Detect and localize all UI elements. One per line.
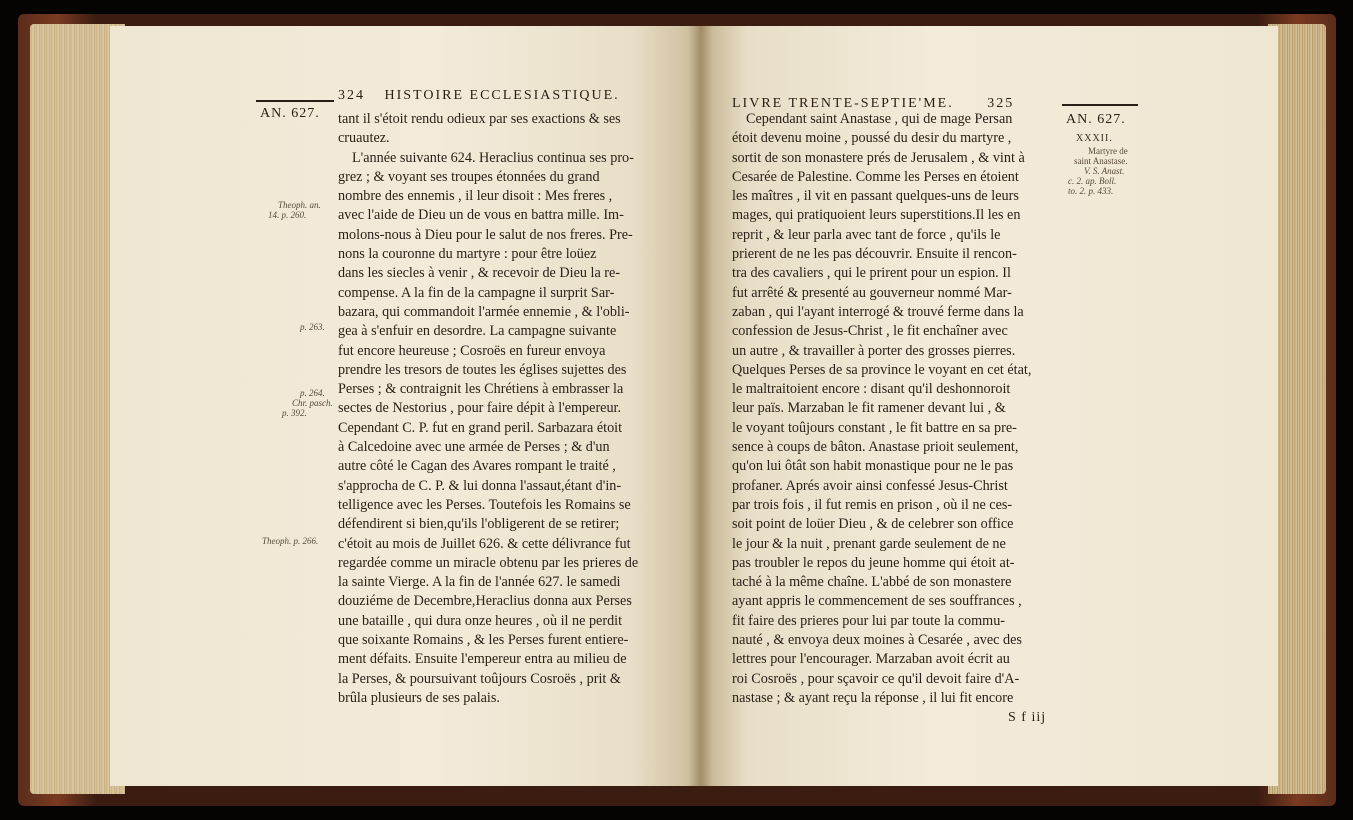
text-line: qu'on lui ôtât son habit monastique pour ne le pas (732, 458, 1014, 475)
margin-note: p. 264. (300, 388, 325, 398)
text-line: soit point de loüer Dieu , & de celebrer son office (732, 516, 1014, 533)
text-line: défendirent si bien,qu'ils l'obligerent de se retirer; (338, 516, 620, 533)
text-line: gea à s'enfuir en desordre. La campagne suivante (338, 323, 617, 340)
text-line: leur païs. Marzaban le fit ramener devant lui , & (732, 400, 1006, 417)
text-line: sence à coups de bâton. Anastase prioit seulement, (732, 439, 1019, 456)
text-line: un autre , & travailler à porter des grosses pierres. (732, 342, 1016, 359)
signature-mark: S f iij (1008, 710, 1047, 725)
text-line: à Calcedoine avec une armée de Perses ; & d'un (338, 439, 610, 456)
left-running-head (338, 88, 620, 104)
text-line: nauté , & envoya deux moines à Cesarée , avec des (732, 632, 1022, 649)
text-line: confession de Jesus-Christ , le fit enchaîner avec (732, 323, 1008, 340)
text-line: les maîtres , il vit en passant quelques-uns de leurs (732, 188, 1019, 205)
text-line: sectes de Nestorius , pour faire dépit à l'empereur. (338, 400, 622, 417)
text-line: une bataille , qui dura onze heures , où il ne perdit (338, 612, 623, 629)
right-page-number: 325 (987, 96, 1015, 111)
text-line: taché à la même chaîne. L'abbé de son monastere (732, 574, 1012, 591)
right-margin-chapter: XXXII. (1076, 133, 1113, 144)
text-line: Cependant saint Anastase , qui de mage Persan (746, 111, 1013, 127)
text-line: ayant appris le commencement de ses souffrances , (732, 593, 1022, 610)
text-line: la Perses, & poursuivant toûjours Cosroës , prit & (338, 670, 621, 687)
margin-note: saint Anastase. (1074, 156, 1128, 166)
left-margin-rule (256, 100, 334, 102)
text-line: Cesarée de Palestine. Comme les Perses en étoient (732, 168, 1019, 185)
text-line: nombre des ennemis , il leur disoit : Mes freres , (338, 188, 613, 205)
right-margin-year: AN. 627. (1066, 112, 1126, 127)
right-margin-rule (1062, 104, 1138, 106)
left-body-text (338, 110, 668, 708)
text-line: que soixante Romains , & les Perses furent entiere- (338, 632, 629, 649)
margin-note: Martyre de (1088, 146, 1128, 156)
text-line: brûla plusieurs de ses palais. (338, 689, 500, 706)
text-line: le jour & la nuit , prenant garde seulement de ne (732, 535, 1006, 552)
text-line: dans les siecles à venir , & recevoir de Dieu la re- (338, 265, 621, 282)
text-line: grez ; & voyant ses troupes étonnées du grand (338, 168, 600, 185)
text-line: Quelques Perses de sa province le voyant en cet état, (732, 361, 1032, 378)
text-line: molons-nous à Dieu pour le salut de nos freres. Pre- (338, 226, 633, 243)
text-line: étoit devenu moine , poussé du desir du martyre , (732, 130, 1012, 147)
text-line: tant il s'étoit rendu odieux par ses exactions & ses (338, 111, 621, 127)
text-line: telligence avec les Perses. Toutefois les Romains se (338, 496, 631, 513)
left-margin-year: AN. 627. (260, 106, 320, 121)
text-line: douziéme de Decembre,Heraclius donna aux Perses (338, 593, 632, 610)
text-line: s'approcha de C. P. & lui donna l'assaut,étant d'in- (338, 477, 622, 494)
text-line: mages, qui pratiquoient leurs superstitions.Il les en (732, 207, 1021, 224)
text-line: zaban , qui l'ayant interrogé & trouvé ferme dans la (732, 303, 1024, 320)
text-line: nastase ; & ayant reçu la réponse , il lui fit encore (732, 689, 1014, 706)
margin-note: Chr. pasch. (292, 398, 333, 408)
text-line: avec l'aide de Dieu un de vous en battra mille. Im- (338, 207, 624, 224)
text-line: roi Cosroës , pour sçavoir ce qu'il devoit faire d'A- (732, 670, 1020, 687)
right-running-title: LIVRE TRENTE-SEPTIE'ME. (732, 96, 954, 111)
text-line: fit faire des prieres pour lui par toute la commu- (732, 612, 1006, 629)
text-line: sortit de son monastere prés de Jerusalem , & vint à (732, 149, 1025, 166)
text-line: reprit , & leur parla avec tant de force , qu'ils le (732, 226, 1001, 243)
margin-note: p. 392. (282, 408, 307, 418)
text-line: le maltraitoient encore : disant qu'il deshonnoroit (732, 381, 1011, 398)
text-line: nons la couronne du martyre : pour être loüez (338, 246, 597, 263)
text-line: compense. A la fin de la campagne il surprit Sar- (338, 284, 615, 301)
text-line: c'étoit au mois de Juillet 626. & cette délivrance fut (338, 535, 631, 552)
text-line: bazara, qui commandoit l'armée ennemie , & l'obli- (338, 303, 630, 320)
text-line: autre côté le Cagan des Avares rompant le traité , (338, 458, 616, 475)
left-running-title: HISTOIRE ECCLESIASTIQUE. (384, 88, 620, 103)
text-line: pas troubler le repos du jeune homme qui étoit at- (732, 554, 1015, 571)
margin-note: to. 2. p. 433. (1068, 186, 1114, 196)
text-line: ment défaits. Ensuite l'empereur entra au milieu de (338, 651, 627, 668)
text-line: fut arrêté & presenté au gouverneur nommé Mar- (732, 284, 1012, 301)
margin-note: Theoph. an. (278, 200, 321, 210)
text-line: cruautez. (338, 130, 390, 147)
text-line: la sainte Vierge. A la fin de l'année 627. le samedi (338, 574, 621, 591)
text-line: L'année suivante 624. Heraclius continua ses pro- (352, 149, 634, 166)
text-line: regardée comme un miracle obtenu par les prieres de (338, 554, 639, 571)
book-gutter (688, 26, 712, 786)
text-line: Perses ; & contraignit les Chrétiens à embrasser la (338, 381, 624, 398)
left-page-number: 324 (338, 88, 365, 103)
text-line: par trois fois , il fut remis en prison , où il ne ces- (732, 496, 1013, 513)
margin-note: c. 2. ap. Boll. (1068, 176, 1117, 186)
margin-note: 14. p. 260. (268, 210, 307, 220)
text-line: profaner. Aprés avoir ainsi confessé Jesus-Christ (732, 477, 1008, 494)
margin-note: p. 263. (300, 322, 325, 332)
text-line: lettres pour l'encourager. Marzaban avoit écrit au (732, 651, 1010, 668)
text-line: prendre les tresors de toutes les églises sujettes des (338, 361, 627, 378)
text-line: prierent de ne les pas découvrir. Ensuite il rencon- (732, 246, 1017, 263)
text-line: tra des cavaliers , qui le prirent pour un espion. Il (732, 265, 1011, 282)
text-line: fut encore heureuse ; Cosroës en fureur envoya (338, 342, 606, 359)
text-line: le voyant toûjours constant , le fit battre en sa pre- (732, 419, 1017, 436)
right-body-text (732, 110, 1062, 708)
margin-note: Theoph. p. 266. (262, 536, 319, 546)
text-line: Cependant C. P. fut en grand peril. Sarbazara étoit (338, 419, 623, 436)
margin-note: V. S. Anast. (1084, 166, 1125, 176)
